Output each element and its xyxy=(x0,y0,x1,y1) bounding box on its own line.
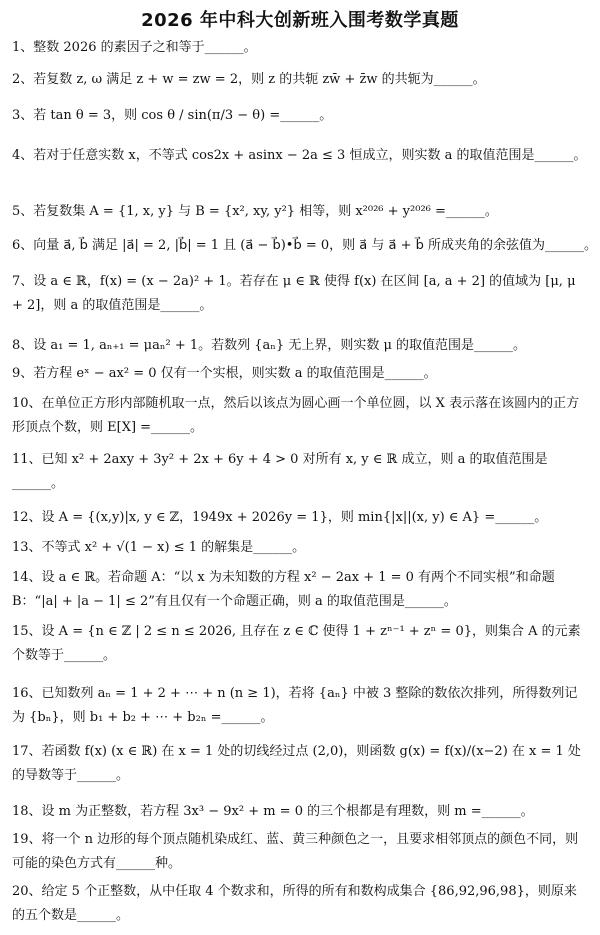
question-text: 16、已知数列 aₙ = 1 + 2 + ⋯ + n (n ≥ 1)，若将 {aₙ} 中被 3 整除的数依次排列，所得数列记为 {bₙ}，则 b₁ + b₂ + ⋯ + b₂ₙ =______。 xyxy=(12,686,578,725)
question-text: 8、设 a₁ = 1, aₙ₊₁ = μaₙ² + 1。若数列 {aₙ} 无上界，则实数 μ 的取值范围是______。 xyxy=(12,338,527,353)
question-text: 14、设 a ∈ ℝ。若命题 A：“以 x 为未知数的方程 x² − 2ax + 1 = 0 有两个不同实根”和命题 B：“|a| + |a − 1| ≤ 2”有且仅有一个命题正确，则 a 的取值范围是______。 xyxy=(12,570,555,609)
question-3 xyxy=(12,104,588,128)
question-text: 5、若复数集 A = {1, x, y} 与 B = {x², xy, y²} 相等，则 x²⁰²⁶ + y²⁰²⁶ =______。 xyxy=(12,204,498,219)
question-text: 12、设 A = {(x,y)|x, y ∈ ℤ，1949x + 2026y = 1}，则 min{|x||(x, y) ∈ A} =______。 xyxy=(12,510,548,525)
question-16 xyxy=(12,682,588,730)
question-4 xyxy=(12,144,588,168)
question-11 xyxy=(12,448,588,496)
question-text: 10、在单位正方形内部随机取一点，然后以该点为圆心画一个单位圆，以 X 表示落在该圆内的正方形顶点个数，则 E[X] =______。 xyxy=(12,396,580,435)
question-9 xyxy=(12,362,588,386)
question-text: 1、整数 2026 的素因子之和等于______。 xyxy=(12,40,257,55)
question-text: 9、若方程 eˣ − ax² = 0 仅有一个实根，则实数 a 的取值范围是______。 xyxy=(12,366,437,381)
question-text: 3、若 tan θ = 3，则 cos θ / sin(π/3 − θ) =______。 xyxy=(12,108,333,123)
question-text: 15、设 A = {n ∈ ℤ | 2 ≤ n ≤ 2026, 且存在 z ∈ ℂ 使得 1 + zⁿ⁻¹ + zⁿ = 0}，则集合 A 的元素个数等于______。 xyxy=(12,624,581,663)
question-text: 17、若函数 f(x) (x ∈ ℝ) 在 x = 1 处的切线经过点 (2,0)，则函数 g(x) = f(x)/(x−2) 在 x = 1 处的导数等于______。 xyxy=(12,744,581,783)
question-8 xyxy=(12,334,588,358)
question-19 xyxy=(12,828,588,876)
question-text: 4、若对于任意实数 x，不等式 cos2x + asinx − 2a ≤ 3 恒成立，则实数 a 的取值范围是______。 xyxy=(12,148,587,163)
question-14 xyxy=(12,566,588,614)
question-18 xyxy=(12,800,588,824)
question-13 xyxy=(12,536,588,560)
question-text: 7、设 a ∈ ℝ，f(x) = (x − 2a)² + 1。若存在 μ ∈ ℝ 使得 f(x) 在区间 [a, a + 2] 的值域为 [μ, μ + 2]，则 a 的取值范围是______。 xyxy=(12,274,576,313)
question-text: 18、设 m 为正整数，若方程 3x³ − 9x² + m = 0 的三个根都是有理数，则 m =______。 xyxy=(12,804,534,819)
question-text: 13、不等式 x² + √(1 − x) ≤ 1 的解集是______。 xyxy=(12,540,306,555)
question-7 xyxy=(12,270,588,318)
question-text: 11、已知 x² + 2axy + 3y² + 2x + 6y + 4 > 0 对所有 x, y ∈ ℝ 成立，则 a 的取值范围是______。 xyxy=(12,452,548,491)
page-title: 2026 年中科大创新班入围考数学真题 xyxy=(141,10,459,31)
question-text: 19、将一个 n 边形的每个顶点随机染成红、蓝、黄三种颜色之一，且要求相邻顶点的颜色不同，则可能的染色方式有______种。 xyxy=(12,832,579,871)
question-text: 6、向量 a⃗, b⃗ 满足 |a⃗| = 2, |b⃗| = 1 且 (a⃗ − b⃗)•b⃗ = 0，则 a⃗ 与 a⃗ + b⃗ 所成夹角的余弦值为______。 xyxy=(12,238,598,253)
question-5 xyxy=(12,200,588,224)
question-15 xyxy=(12,620,588,668)
question-2 xyxy=(12,68,588,92)
question-text: 20、给定 5 个正整数，从中任取 4 个数求和，所得的所有和数构成集合 {86,92,96,98}，则原来的五个数是______。 xyxy=(12,884,577,923)
question-10 xyxy=(12,392,588,440)
question-17 xyxy=(12,740,588,788)
question-20 xyxy=(12,880,588,928)
question-1 xyxy=(12,36,588,60)
question-text: 2、若复数 z, ω 满足 z + w = zw = 2，则 z 的共轭 zw̄ + z̄w 的共轭为______。 xyxy=(12,72,486,87)
question-12 xyxy=(12,506,588,530)
question-6 xyxy=(12,234,598,258)
